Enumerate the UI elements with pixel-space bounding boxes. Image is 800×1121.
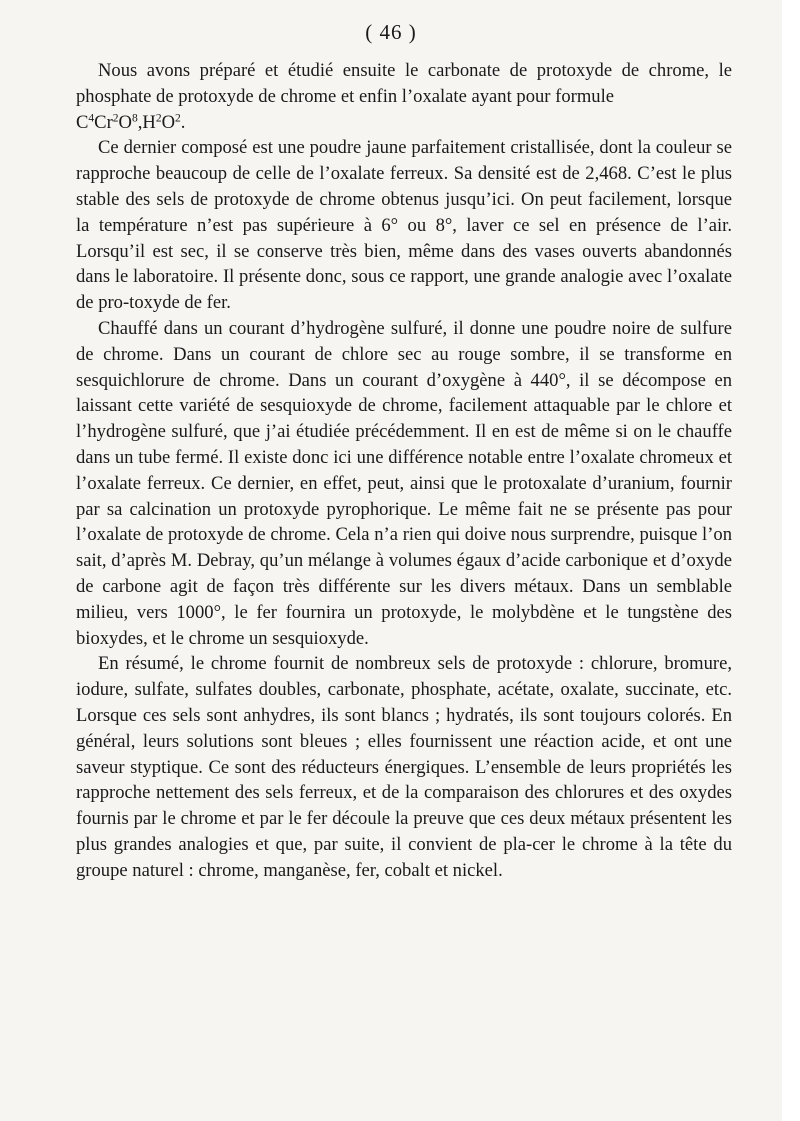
page-edge [782,0,800,1121]
paragraph-4: En résumé, le chrome fournit de nombreux sels de protoxyde : chlorure, bromure, iodure, sulfate, sulfates doubles, carbonate, phosphate, acétate, oxalate, succinate, etc. Lorsque ces sels sont anhydres, ils sont blancs ; hydratés, ils sont toujours colorés. En général, leurs solutions sont bleues ; elles fournissent une réaction acide, et ont une saveur styptique. Ce sont des réducteurs énergiques. L’ensemble de leurs propriétés les rapproche nettement des sels ferreux, et de la comparaison des chlorures et des oxydes fournis par le chrome et par le fer découle la preuve que ces deux métaux présentent les plus grandes analogies et que, par suite, il convient de pla-cer le chrome à la tête du groupe naturel : chrome, manganèse, fer, cobalt et nickel. [76,653,732,881]
formula-separator: , [137,111,143,133]
formula-chromium-exponent: 2 [112,112,119,125]
paragraph-2: Ce dernier composé est une poudre jaune parfaitement cristallisée, dont la couleur se rapproche beaucoup de celle de l’oxalate ferreux. Sa densité est de 2,468. C’est le plus stable des sels de protoxyde de chrome obtenus jusqu’ici. On peut facilement, lorsque la température n’est pas supérieure à 6° ou 8°, laver ce sel en présence de l’air. Lorsqu’il est sec, il se conserve très bien, même dans des vases ouverts abandonnés dans le laboratoire. Il présente donc, sous ce rapport, une grande analogie avec l’oxalate de pro-toxyde de fer. [76,137,732,314]
formula-hydrogen: H [142,111,156,133]
formula-hydrogen-exponent: 2 [155,112,162,125]
formula-oxygen-2: O [161,111,176,133]
oxalate-formula [76,110,732,136]
formula-end: . [180,111,186,133]
formula-oxygen: O [118,111,132,133]
paragraph-3: Chauffé dans un courant d’hydrogène sulfuré, il donne une poudre noire de sulfure de chrome. Dans un courant de chlore sec au rouge sombre, il se transforme en sesquichlorure de chrome. Dans un courant d’oxygène à 440°, il se décompose en laissant cette variété de sesquioxyde de chrome, facilement attaquable par le chlore et l’hydrogène sulfuré, que j’ai étudiée précédemment. Il en est de même si on le chauffe dans un tube fermé. Il existe donc ici une différence notable entre l’oxalate chromeux et l’oxalate ferreux. Ce dernier, en effet, peut, ainsi que le protoxalate d’uranium, fournir par sa calcination un protoxyde pyrophorique. Le même fait ne se présente pas pour l’oxalate de protoxyde de chrome. Cela n’a rien qui doive nous surprendre, puisque l’on sait, d’après M. Debray, qu’un mélange à volumes égaux d’acide carbonique et d’oxyde de carbone agit de façon très différente sur les divers métaux. Dans un semblable milieu, vers 1000°, le fer fournira un protoxyde, le molybdène et le tungstène des bioxydes, et le chrome un sesquioxyde. [76,317,732,649]
formula-oxygen-exponent: 8 [131,112,138,125]
paragraph-1-text: Nous avons préparé et étudié ensuite le carbonate de protoxyde de chrome, le phosphate de protoxyde de chrome et enfin l’oxalate ayant pour formule [76,60,732,107]
formula-chromium: Cr [94,111,113,133]
formula-carbon-exponent: 4 [88,112,95,125]
body-text [76,58,732,884]
paragraph-1 [76,58,732,135]
page-number: ( 46 ) [365,20,417,44]
formula-oxygen-2-exponent: 2 [175,112,181,125]
formula-carbon: C [76,111,89,133]
